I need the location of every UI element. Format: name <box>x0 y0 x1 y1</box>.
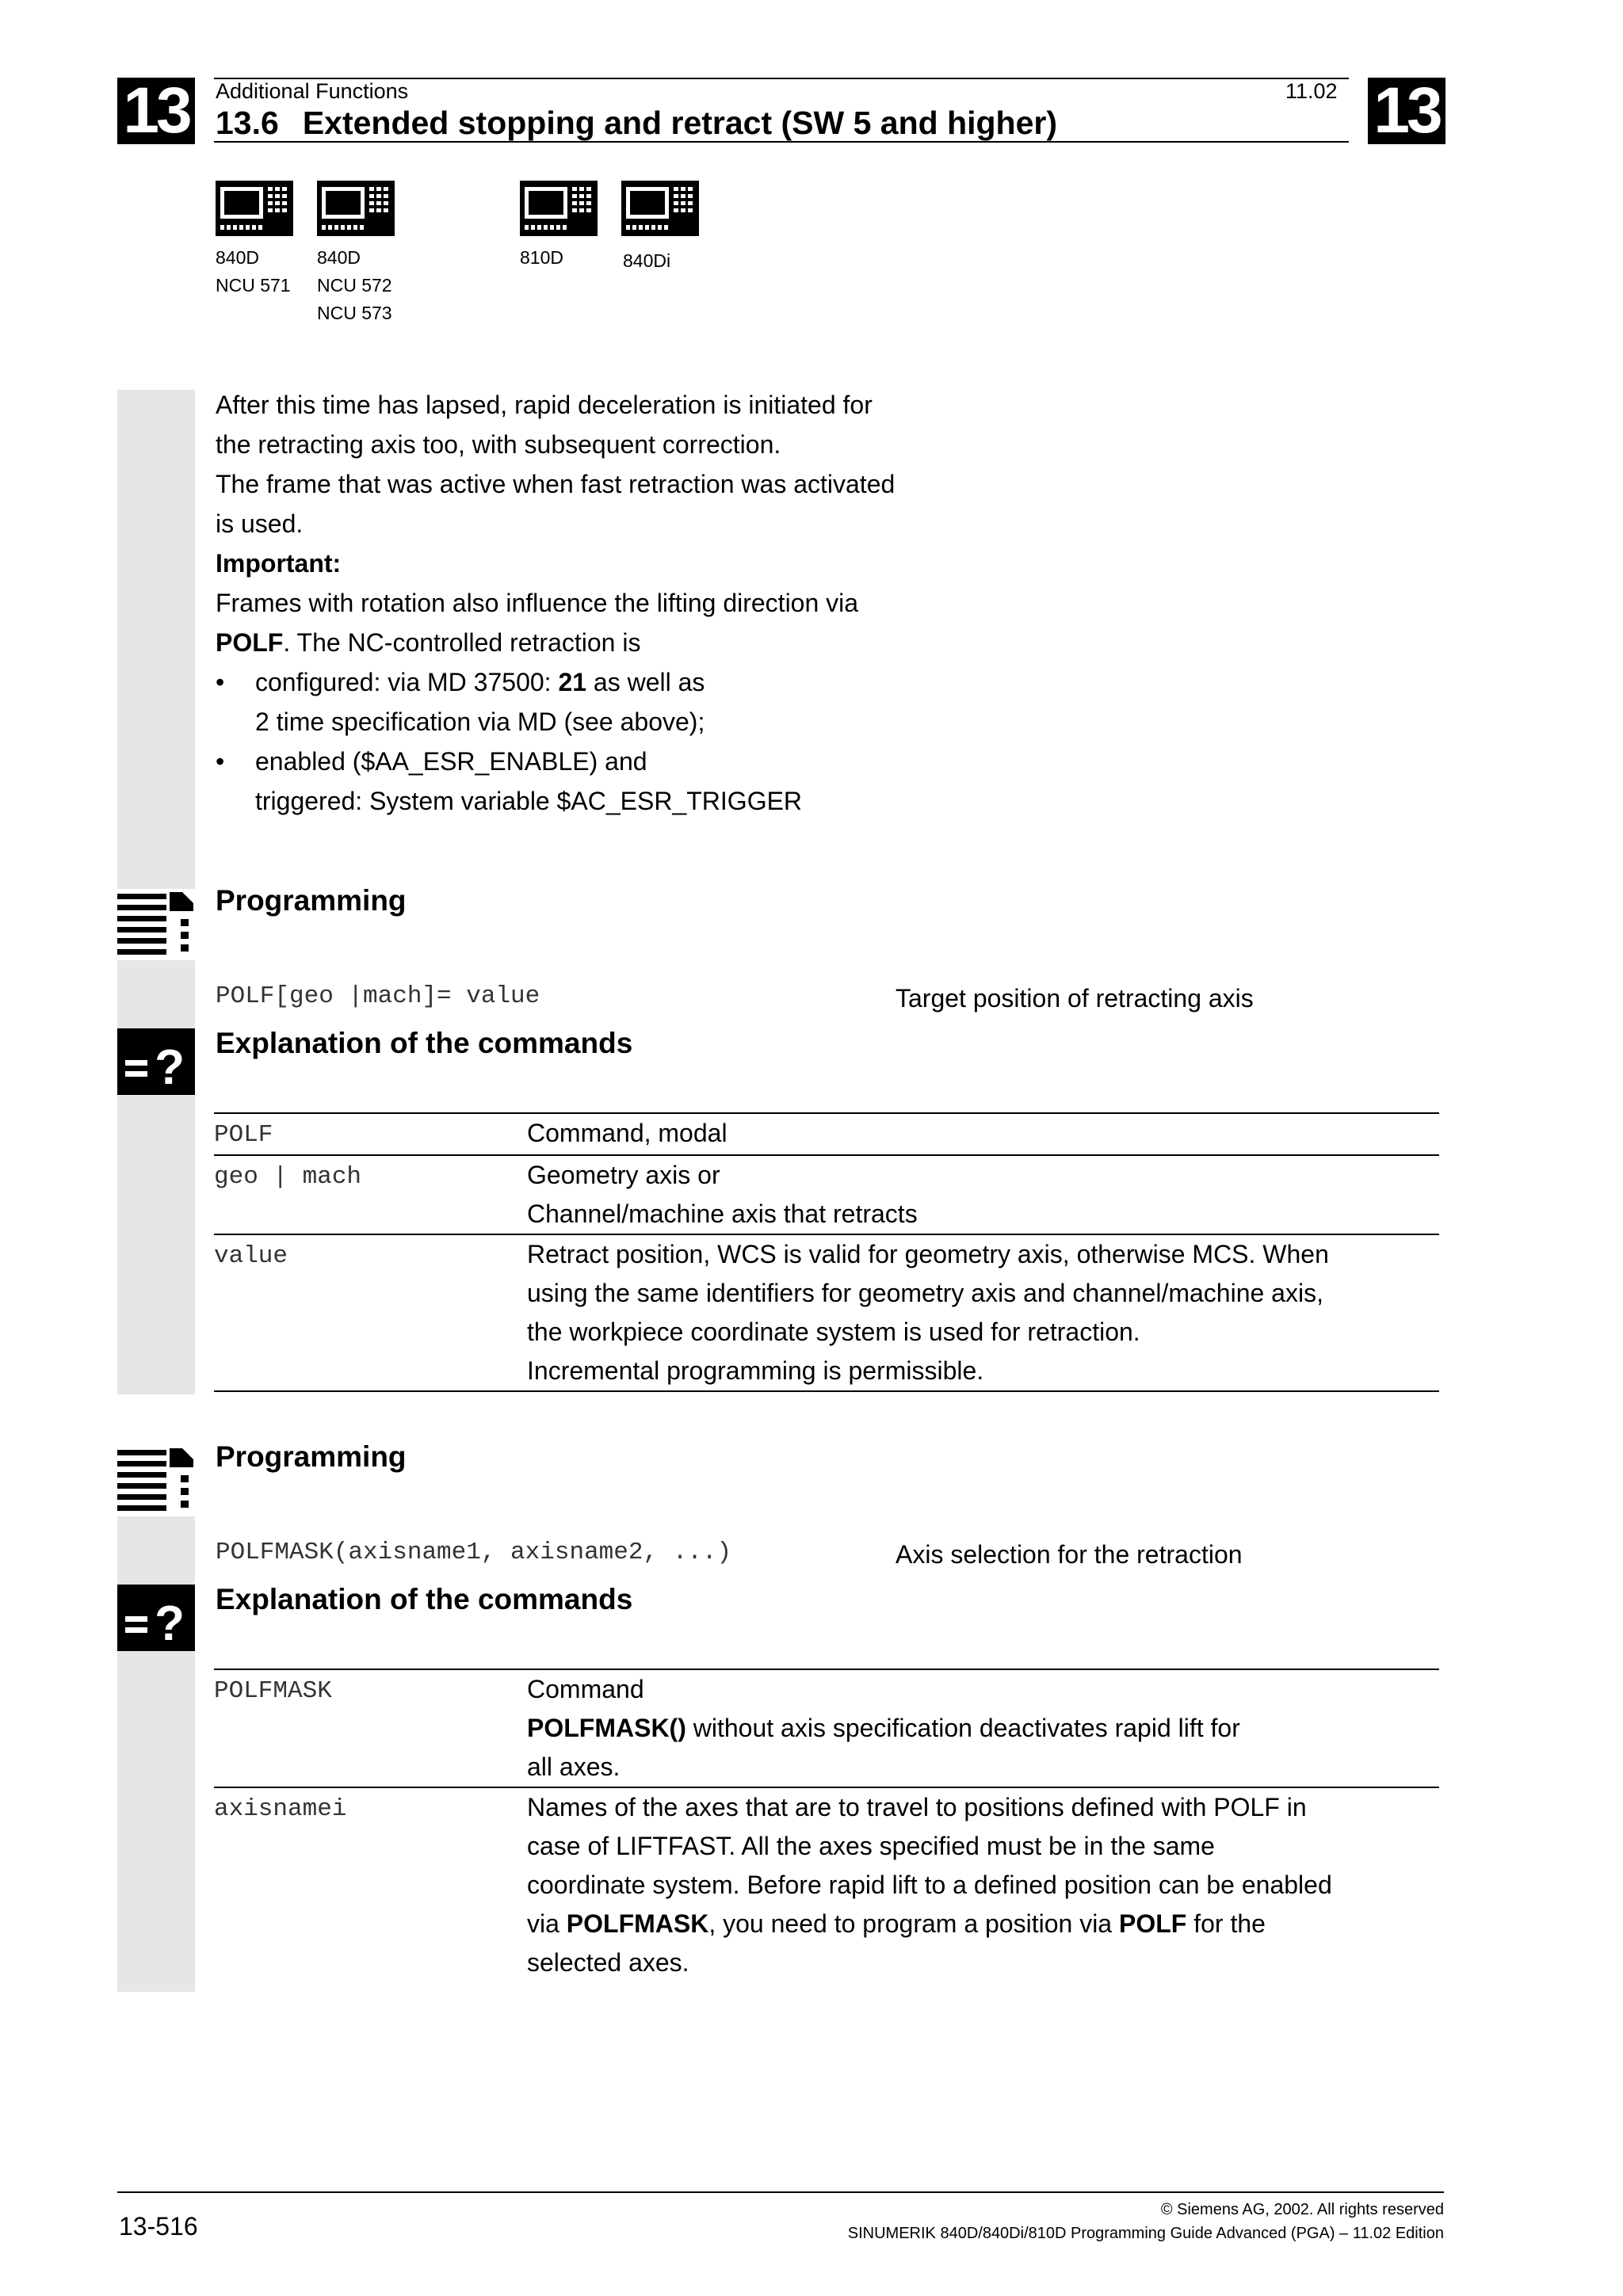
bullet-configured: • configured: via MD 37500: 21 as well as 2 time specification via MD (see above); <box>216 662 913 742</box>
term-geo-mach: geo | mach <box>214 1163 362 1191</box>
important-label: Important: <box>216 549 342 578</box>
programming-icon <box>117 1447 195 1513</box>
programming-heading-1: Programming <box>216 884 407 917</box>
control-panel-icon-810d <box>520 181 598 242</box>
explanation-heading-2: Explanation of the commands <box>216 1583 633 1615</box>
programming-heading-2: Programming <box>216 1440 407 1473</box>
control-label-840d-ncu571: 840D NCU 571 <box>216 247 291 296</box>
chapter-tab-left: 13 <box>117 78 195 144</box>
definition-geo-mach: Geometry axis or Channel/machine axis that retracts <box>527 1161 918 1228</box>
page-title-text: Extended stopping and retract (SW 5 and higher) <box>302 105 1058 141</box>
svg-text:?: ? <box>155 1596 185 1651</box>
polfmask-syntax: POLFMASK(axisname1, axisname2, ...) <box>216 1539 732 1566</box>
table-row <box>214 1787 1439 1982</box>
page-number: 13-516 <box>119 2212 198 2241</box>
control-label-810d: 810D <box>520 247 563 268</box>
chapter-tab-right: 13 <box>1368 78 1445 144</box>
term-polf: POLF <box>214 1121 273 1149</box>
definition-polf: Command, modal <box>527 1119 727 1147</box>
footer-rule <box>117 2191 1444 2193</box>
margin-bar-2 <box>117 960 195 1394</box>
table-row <box>214 1669 1439 1787</box>
footer-publication: SINUMERIK 840D/840Di/810D Programming Guide Advanced (PGA) – 11.02 Edition <box>847 2225 1444 2242</box>
control-label-840di: 840Di <box>623 250 671 271</box>
footer-copyright: © Siemens AG, 2002. All rights reserved <box>1160 2201 1444 2218</box>
table-row <box>214 1155 1439 1234</box>
term-polfmask: POLFMASK <box>214 1677 332 1705</box>
polf-syntax-description: Target position of retracting axis <box>896 984 1254 1013</box>
table-row <box>214 1234 1439 1391</box>
polfmask-syntax-description: Axis selection for the retraction <box>896 1540 1243 1569</box>
margin-bar-1 <box>117 390 195 889</box>
body-text-block <box>216 385 913 821</box>
table-row <box>214 1113 1439 1155</box>
definition-polfmask: Command POLFMASK() without axis specification deactivates rapid lift for all axes. <box>527 1675 1240 1781</box>
term-axisnamei: axisnamei <box>214 1795 347 1823</box>
paragraph-rotation: Frames with rotation also influence the lifting direction via POLF. The NC-controlled retraction is <box>216 589 859 657</box>
svg-text:?: ? <box>155 1040 185 1095</box>
paragraph-frame: The frame that was active when fast retraction was activated is used. <box>216 470 896 538</box>
explanation-table-1 <box>214 1112 1439 1392</box>
control-label-840d-ncu572: 840D NCU 572 NCU 573 <box>317 247 392 323</box>
control-panel-icon-840di <box>621 181 699 242</box>
header-bottom-rule <box>214 141 1349 143</box>
control-panel-icon-840d-ncu571 <box>216 181 293 242</box>
polf-syntax: POLF[geo |mach]= value <box>216 982 540 1010</box>
explanation-icon <box>117 1028 195 1095</box>
programming-icon <box>117 891 195 957</box>
term-value: value <box>214 1242 288 1270</box>
edition-label: 11.02 <box>1285 79 1338 103</box>
bullet-enabled: • enabled ($AA_ESR_ENABLE) and triggered: System variable $AC_ESR_TRIGGER <box>216 742 913 821</box>
control-panel-icon-840d-ncu572 <box>317 181 395 242</box>
page-title-number: 13.6 <box>216 105 279 141</box>
page-title <box>216 105 1057 142</box>
definition-value: Retract position, WCS is valid for geometry axis, otherwise MCS. When using the same identifiers for geometry axis and channel/machine axis, the workpiece coordinate system is used for retraction. Incremental programming is permissible. <box>527 1240 1329 1385</box>
explanation-heading-1: Explanation of the commands <box>216 1027 633 1059</box>
explanation-table-2 <box>214 1669 1439 1982</box>
definition-axisnamei: Names of the axes that are to travel to positions defined with POLF in case of LIFTFAST. All the axes specified must be in the same coordinate system. Before rapid lift to a defined position can be enabled via POLFMASK, you need to program a position via POLF for the selected axes. <box>527 1793 1332 1977</box>
explanation-icon <box>117 1585 195 1651</box>
section-label: Additional Functions <box>216 79 409 103</box>
paragraph-deceleration: After this time has lapsed, rapid deceleration is initiated for the retracting axis too, with subsequent correction. <box>216 391 873 459</box>
